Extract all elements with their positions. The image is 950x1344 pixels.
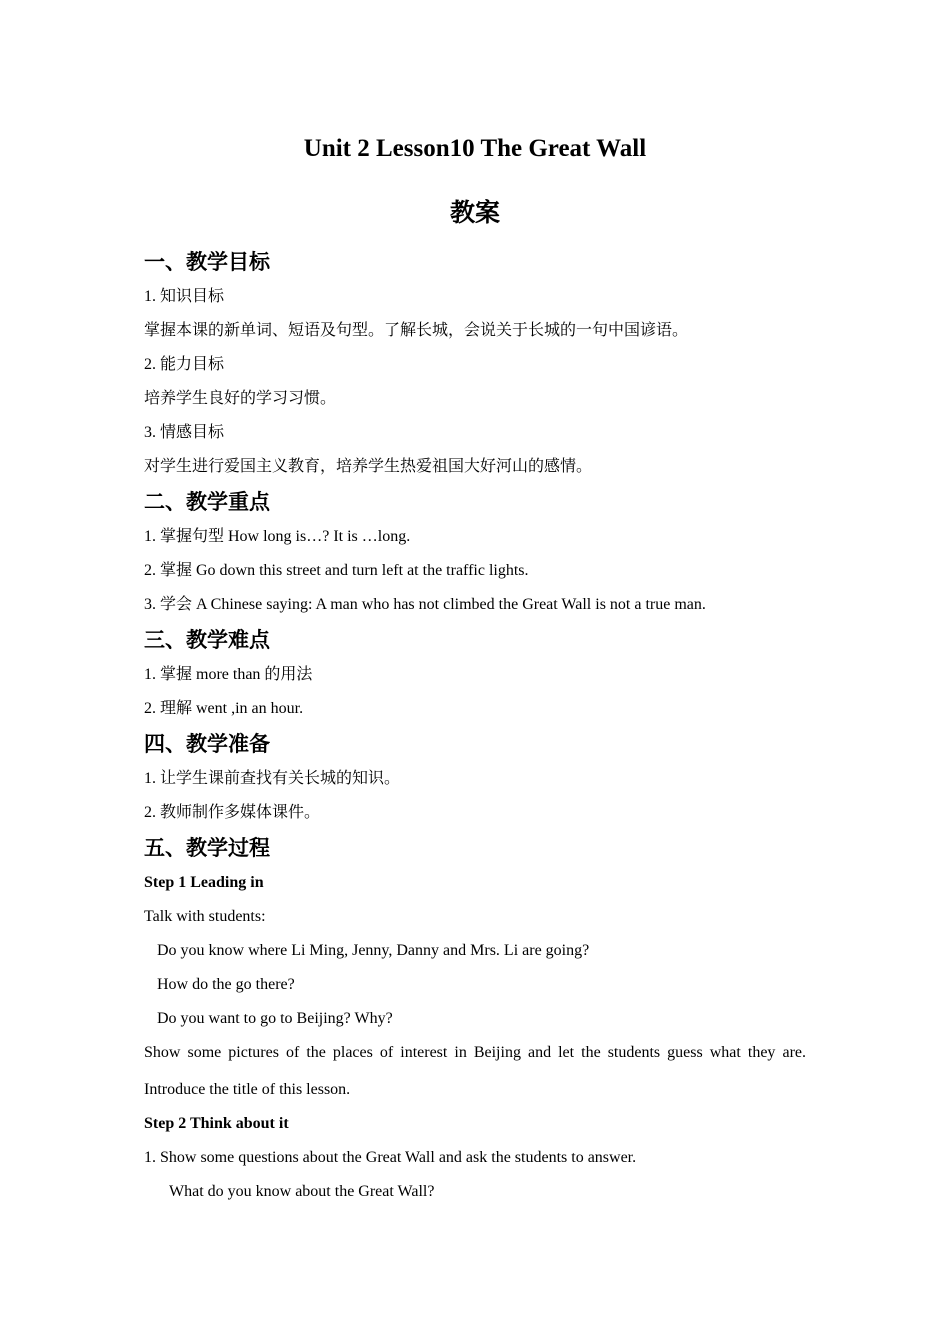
section-heading-objectives: 一、教学目标: [144, 250, 270, 274]
question-line: How do the go there?: [157, 976, 295, 993]
paragraph: 掌握本课的新单词、短语及句型。了解长城，会说关于长城的一句中国谚语。: [144, 322, 689, 339]
paragraph: 1. 让学生课前查找有关长城的知识。: [144, 770, 401, 787]
section-heading-difficulties: 三、教学难点: [144, 628, 270, 652]
paragraph: 3. 学会 A Chinese saying: A man who has not climbed the Great Wall is not a true man.: [144, 596, 706, 613]
question-line: Do you know where Li Ming, Jenny, Danny and Mrs. Li are going?: [157, 942, 590, 959]
paragraph: Introduce the title of this lesson.: [144, 1081, 351, 1098]
paragraph: 2. 教师制作多媒体课件。: [144, 804, 321, 821]
paragraph: Show some pictures of the places of interest in Beijing and let the students guess what they are.: [144, 1044, 806, 1061]
section-heading-preparation: 四、教学准备: [144, 732, 270, 756]
section-heading-procedure: 五、教学过程: [144, 836, 270, 860]
question-line: What do you know about the Great Wall?: [169, 1183, 435, 1200]
paragraph: 对学生进行爱国主义教育，培养学生热爱祖国大好河山的感情。: [144, 458, 593, 475]
paragraph: 2. 掌握 Go down this street and turn left at the traffic lights.: [144, 562, 529, 579]
document-subtitle: 教案: [449, 198, 500, 227]
paragraph: Talk with students:: [144, 908, 266, 925]
paragraph: 1. 掌握 more than 的用法: [144, 666, 313, 683]
question-line: Do you want to go to Beijing? Why?: [157, 1010, 393, 1027]
paragraph: 1. 掌握句型 How long is…? It is …long.: [144, 528, 411, 545]
step-title: Step 2 Think about it: [144, 1115, 289, 1132]
paragraph: 培养学生良好的学习习惯。: [144, 390, 337, 407]
step-title: Step 1 Leading in: [144, 874, 264, 891]
paragraph: 3. 情感目标: [144, 424, 225, 441]
paragraph: 2. 能力目标: [144, 356, 225, 373]
document-body: [144, 244, 806, 1209]
paragraph: 1. 知识目标: [144, 288, 225, 305]
paragraph: 1. Show some questions about the Great Wall and ask the students to answer.: [144, 1149, 637, 1166]
paragraph: 2. 理解 went ,in an hour.: [144, 700, 304, 717]
document-title: Unit 2 Lesson10 The Great Wall: [303, 135, 647, 162]
section-heading-key-points: 二、教学重点: [144, 490, 270, 514]
